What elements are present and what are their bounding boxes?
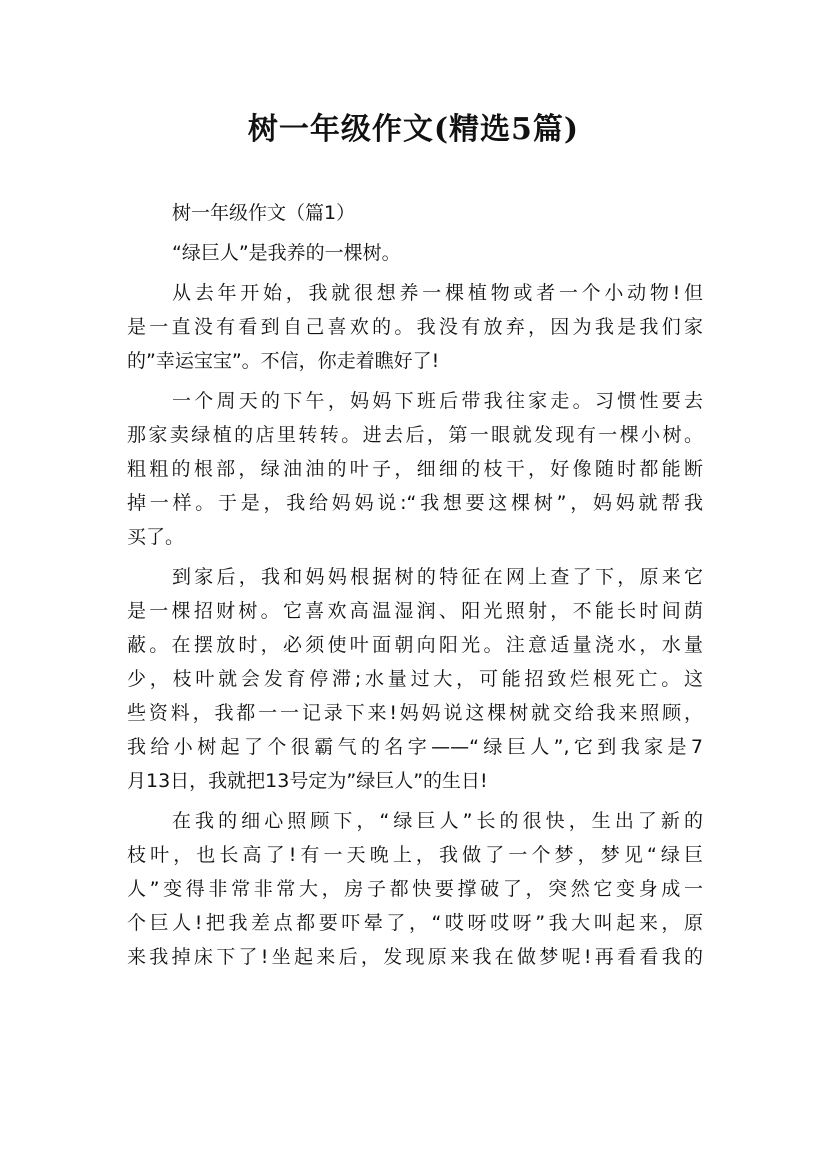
text-line: 少，枝叶就会发育停滞;水量过大，可能招致烂根死亡。这 <box>127 668 703 690</box>
text-line: 枝叶，也长高了!有一天晚上，我做了一个梦，梦见“绿巨 <box>127 844 703 866</box>
text-line: “绿巨人”是我养的一棵树。 <box>172 242 401 264</box>
text-line: 个巨人!把我差点都要吓晕了，“哎呀哎呀”我大叫起来，原 <box>127 912 703 934</box>
text-line: 蔽。在摆放时，必须使叶面朝向阳光。注意适量浇水，水量 <box>127 634 703 656</box>
text-line: 在我的细心照顾下，“绿巨人”长的很快，生出了新的 <box>172 810 703 832</box>
text-line: 从去年开始，我就很想养一棵植物或者一个小动物!但 <box>172 282 703 304</box>
text-line: 人”变得非常非常大，房子都快要撑破了，突然它变身成一 <box>127 878 703 900</box>
text-line: 些资料，我都一一记录下来!妈妈说这棵树就交给我来照顾， <box>127 702 703 724</box>
text-line: 掉一样。于是，我给妈妈说:“我想要这棵树”，妈妈就帮我 <box>127 492 703 514</box>
document-title: 树一年级作文(精选5篇) <box>247 112 580 147</box>
document-body <box>127 196 703 974</box>
text-line: 那家卖绿植的店里转转。进去后，第一眼就发现有一棵小树。 <box>127 424 703 446</box>
text-line: 到家后，我和妈妈根据树的特征在网上查了下，原来它 <box>172 566 703 588</box>
text-line: 月13日，我就把13号定为”绿巨人”的生日! <box>127 770 488 792</box>
text-line: 来我掉床下了!坐起来后，发现原来我在做梦呢!再看看我的 <box>127 946 703 968</box>
paragraph-lines <box>127 236 703 974</box>
section-heading: 树一年级作文（篇1） <box>172 202 356 224</box>
text-line: 一个周天的下午，妈妈下班后带我往家走。习惯性要去 <box>172 390 703 412</box>
text-line: 买了。 <box>127 526 185 548</box>
text-line: 我给小树起了个很霸气的名字——“绿巨人”,它到我家是7 <box>127 736 703 758</box>
text-line: 是一直没有看到自己喜欢的。我没有放弃，因为我是我们家 <box>127 316 703 338</box>
text-line: 的”幸运宝宝”。不信，你走着瞧好了! <box>127 350 440 372</box>
text-line: 粗粗的根部，绿油油的叶子，细细的枝干，好像随时都能断 <box>127 458 703 480</box>
text-line: 是一棵招财树。它喜欢高温湿润、阳光照射，不能长时间荫 <box>127 600 703 622</box>
